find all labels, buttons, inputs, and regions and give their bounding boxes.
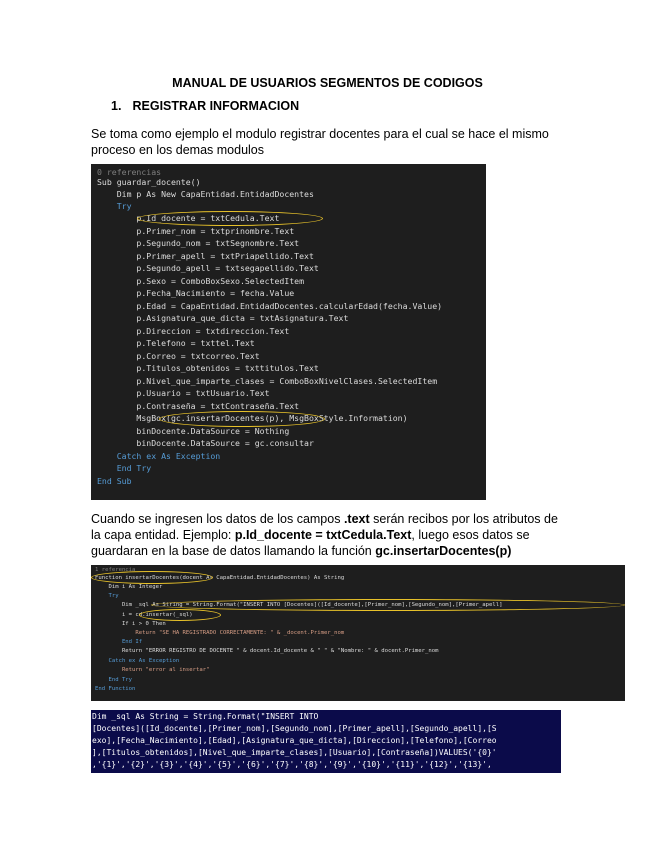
highlight-ellipse <box>151 599 625 611</box>
code-line: 1 referencia <box>95 567 136 573</box>
code-line: binDocente.DataSource = Nothing <box>97 426 290 436</box>
code-line: p.Id_docente = txtCedula.Text <box>97 213 280 223</box>
highlight-ellipse <box>91 571 213 584</box>
code-line: p.Fecha_Nacimiento = fecha.Value <box>97 288 295 298</box>
code-line: exo],[Fecha_Nacimiento],[Edad],[Asignatura_que_dicta],[Direccion],[Telefono],[Correo <box>92 736 497 745</box>
code-line: End Try <box>95 677 133 683</box>
intro-paragraph: Se toma como ejemplo el modulo registrar docentes para el cual se hace el mismo proceso en los demas modulos <box>91 127 549 157</box>
code-line: p.Primer_nom = txtprinombre.Text <box>97 226 295 236</box>
code-line: End Function <box>95 686 136 692</box>
highlight-ellipse <box>159 411 325 427</box>
code-line: If i > 0 Then <box>95 621 166 627</box>
code-line: Catch ex As Exception <box>97 451 221 461</box>
paragraph-text: , luego esos datos se guardaran en la base de datos llamando la función <box>91 528 530 558</box>
code-line: ],[Titulos_obtenidos],[Nivel_que_imparte_clases],[Usuario],[Contraseña])VALUES('{0}' <box>92 748 497 757</box>
code-line: End Try <box>97 463 152 473</box>
code-line: [Docentes]([Id_docente],[Primer_nom],[Segundo_nom],[Primer_apell],[Segundo_apell],[S <box>92 724 497 733</box>
code-line: binDocente.DataSource = gc.consultar <box>97 438 314 448</box>
code-line: Return "error al insertar" <box>95 667 210 673</box>
code-line: p.Correo = txtcorreo.Text <box>97 351 260 361</box>
code-screenshot-insertar-docentes <box>91 565 625 701</box>
explanation-paragraph <box>91 511 571 559</box>
code-line: Dim p As New CapaEntidad.EntidadDocentes <box>97 189 314 199</box>
code-line: Catch ex As Exception <box>95 658 180 664</box>
paragraph-text: serán recibos por los atributos de la capa entidad. Ejemplo: <box>91 512 558 542</box>
code-line: p.Primer_apell = txtPriapellido.Text <box>97 251 314 261</box>
code-line: p.Asignatura_que_dicta = txtAsignatura.Text <box>97 313 349 323</box>
highlight-ellipse <box>137 211 323 226</box>
code-line: Try <box>97 201 132 211</box>
paragraph-text: Cuando se ingresen los datos de los campos <box>91 512 344 526</box>
code-line: Dim _sql As String = String.Format("INSERT INTO <box>92 712 319 721</box>
code-line: p.Segundo_nom = txtSegnombre.Text <box>97 238 300 248</box>
code-line: Try <box>95 593 119 599</box>
code-line: p.Edad = CapaEntidad.EntidadDocentes.calcularEdad(fecha.Value) <box>97 301 443 311</box>
code-line: p.Titulos_obtenidos = txttitulos.Text <box>97 363 319 373</box>
section-heading <box>111 99 299 113</box>
highlight-ellipse <box>139 609 221 621</box>
code-line: 0 referencias <box>97 167 162 177</box>
code-line: p.Segundo_apell = txtsegapellido.Text <box>97 263 319 273</box>
code-line: Return "ERROR REGISTRO DE DOCENTE " & docent.Id_docente & " " & "Nombre: " & docent.Primer_nom <box>95 648 439 654</box>
code-line: p.Nivel_que_imparte_clases = ComboBoxNivelClases.SelectedItem <box>97 376 438 386</box>
bold-text: .text <box>343 512 370 526</box>
code-line: Dim _sql As String = String.Format("INSERT INTO [Docentes]([Id_docente],[Primer_nom],[Segundo_nom],[Primer_apell] <box>95 602 503 608</box>
code-line: i = cd.insertar(_sql) <box>95 612 193 618</box>
document-title: MANUAL DE USUARIOS SEGMENTOS DE CODIGOS <box>172 76 483 90</box>
code-screenshot-guardar-docente <box>91 164 486 500</box>
bold-text: gc.insertarDocentes(p) <box>375 544 512 558</box>
code-line: Return "SE HA REGISTRADO CORRECTAMENTE: " & _docent.Primer_nom <box>95 630 345 636</box>
code-line: MsgBox(gc.insertarDocentes(p), MsgBoxStyle.Information) <box>97 413 408 423</box>
section-number: 1. <box>111 99 122 113</box>
code-line: p.Sexo = ComboBoxSexo.SelectedItem <box>97 276 305 286</box>
code-line: p.Usuario = txtUsuario.Text <box>97 388 270 398</box>
code-line: Dim i As Integer <box>95 584 163 590</box>
code-line: ,'{1}','{2}','{3}','{4}','{5}','{6}','{7}','{8}','{9}','{10}','{11}','{12}','{13}', <box>92 760 492 769</box>
bold-text: p.Id_docente = txtCedula.Text <box>234 528 412 542</box>
code-line: Sub guardar_docente() <box>97 177 201 187</box>
code-line: p.Direccion = txtdireccion.Text <box>97 326 290 336</box>
code-line: End Sub <box>97 476 132 486</box>
section-title: REGISTRAR INFORMACION <box>132 99 300 113</box>
code-line: End If <box>95 639 143 645</box>
code-line: Function insertarDocentes(docent As CapaEntidad.EntidadDocentes) As String <box>95 575 345 581</box>
code-line: p.Telefono = txttel.Text <box>97 338 255 348</box>
sql-insert-code-snippet <box>91 710 561 773</box>
code-line: p.Contraseña = txtContraseña.Text <box>97 401 300 411</box>
